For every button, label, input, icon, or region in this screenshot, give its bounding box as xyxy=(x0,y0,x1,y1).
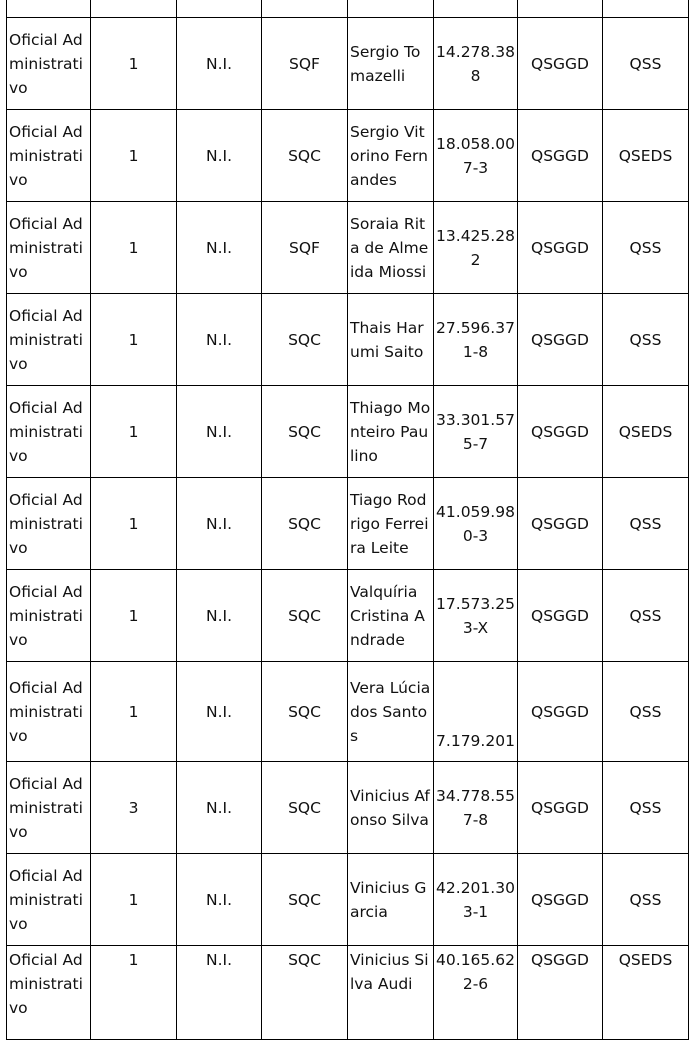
name-cell: Tiago Rodrigo Ferreira Leite xyxy=(348,478,434,570)
table-row xyxy=(7,202,689,294)
table-row xyxy=(7,0,689,18)
cargo-cell: Oficial Administrativo xyxy=(7,762,91,854)
table-row xyxy=(7,110,689,202)
cargo-cell: Oficial Administrativo xyxy=(7,110,91,202)
destination-cell: QSS xyxy=(603,570,689,662)
table-row xyxy=(7,18,689,110)
quadro-cell: SQC xyxy=(262,946,348,1040)
rg-cell: 27.596.371-8 xyxy=(434,294,518,386)
destination-cell: QSS xyxy=(603,202,689,294)
cargo-cell: Oficial Administrativo xyxy=(7,386,91,478)
quadro-cell: SQF xyxy=(262,18,348,110)
destination-cell: QSS xyxy=(603,478,689,570)
cargo-cell: Oficial Administrativo xyxy=(7,478,91,570)
origin-cell: QSGGD xyxy=(518,662,603,762)
rg-cell: 41.059.980-3 xyxy=(434,478,518,570)
destination-cell: QSEDS xyxy=(603,110,689,202)
rg-cell: 40.165.622-6 xyxy=(434,946,518,1040)
cargo-cell: Oficial Administrativo xyxy=(7,570,91,662)
personnel-table xyxy=(6,0,689,1040)
name-cell: Vinicius Silva Audi xyxy=(348,946,434,1040)
origin-cell: QSGGD xyxy=(518,478,603,570)
ni-cell: N.I. xyxy=(177,18,262,110)
name-cell: Thais Harumi Saito xyxy=(348,294,434,386)
ni-cell: N.I. xyxy=(177,386,262,478)
ni-cell: N.I. xyxy=(177,478,262,570)
table-row xyxy=(7,662,689,762)
quantity-cell: 1 xyxy=(91,854,177,946)
rg-cell: 42.201.303-1 xyxy=(434,854,518,946)
quadro-cell: SQC xyxy=(262,294,348,386)
quantity-cell: 1 xyxy=(91,18,177,110)
cargo-cell: Oficial Administrativo xyxy=(7,294,91,386)
table-row xyxy=(7,854,689,946)
quantity-cell: 1 xyxy=(91,386,177,478)
table-row xyxy=(7,294,689,386)
rg-cell: 17.573.253-X xyxy=(434,570,518,662)
quadro-cell: SQC xyxy=(262,854,348,946)
ni-cell xyxy=(177,0,262,18)
cargo-cell: Oficial Administrativo xyxy=(7,854,91,946)
ni-cell: N.I. xyxy=(177,946,262,1040)
rg-cell: 33.301.575-7 xyxy=(434,386,518,478)
rg-cell: 14.278.388 xyxy=(434,18,518,110)
cargo-cell xyxy=(7,0,91,18)
cargo-cell: Oficial Administrativo xyxy=(7,18,91,110)
name-cell: Thiago Monteiro Paulino xyxy=(348,386,434,478)
origin-cell xyxy=(518,0,603,18)
rg-cell: 7.179.201 xyxy=(434,662,518,762)
quantity-cell: 1 xyxy=(91,946,177,1040)
rg-cell: 18.058.007-3 xyxy=(434,110,518,202)
ni-cell: N.I. xyxy=(177,202,262,294)
ni-cell: N.I. xyxy=(177,570,262,662)
cargo-cell: Oficial Administrativo xyxy=(7,202,91,294)
origin-cell: QSGGD xyxy=(518,762,603,854)
origin-cell: QSGGD xyxy=(518,202,603,294)
destination-cell: QSEDS xyxy=(603,946,689,1040)
destination-cell: QSS xyxy=(603,18,689,110)
quadro-cell xyxy=(262,0,348,18)
name-cell: Sergio Tomazelli xyxy=(348,18,434,110)
quadro-cell: SQC xyxy=(262,386,348,478)
table-row xyxy=(7,386,689,478)
name-cell: Vinicius Garcia xyxy=(348,854,434,946)
quadro-cell: SQC xyxy=(262,570,348,662)
quadro-cell: SQC xyxy=(262,478,348,570)
origin-cell: QSGGD xyxy=(518,386,603,478)
ni-cell: N.I. xyxy=(177,854,262,946)
table-row xyxy=(7,570,689,662)
quantity-cell: 1 xyxy=(91,110,177,202)
name-cell: Valquíria Cristina Andrade xyxy=(348,570,434,662)
name-cell: Soraia Rita de Almeida Miossi xyxy=(348,202,434,294)
ni-cell: N.I. xyxy=(177,110,262,202)
destination-cell: QSS xyxy=(603,854,689,946)
destination-cell: QSEDS xyxy=(603,386,689,478)
destination-cell: QSS xyxy=(603,762,689,854)
quadro-cell: SQC xyxy=(262,662,348,762)
quadro-cell: SQC xyxy=(262,762,348,854)
quantity-cell: 1 xyxy=(91,294,177,386)
quantity-cell: 1 xyxy=(91,202,177,294)
destination-cell: QSS xyxy=(603,662,689,762)
quadro-cell: SQF xyxy=(262,202,348,294)
rg-cell: 34.778.557-8 xyxy=(434,762,518,854)
quadro-cell: SQC xyxy=(262,110,348,202)
quantity-cell: 3 xyxy=(91,762,177,854)
quantity-cell: 1 xyxy=(91,662,177,762)
quantity-cell: 1 xyxy=(91,570,177,662)
origin-cell: QSGGD xyxy=(518,854,603,946)
origin-cell: QSGGD xyxy=(518,570,603,662)
name-cell: Vinicius Afonso Silva xyxy=(348,762,434,854)
rg-cell xyxy=(434,0,518,18)
rg-cell: 13.425.282 xyxy=(434,202,518,294)
origin-cell: QSGGD xyxy=(518,18,603,110)
table-row xyxy=(7,946,689,1040)
table-row xyxy=(7,478,689,570)
name-cell: Vera Lúcia dos Santos xyxy=(348,662,434,762)
table-row xyxy=(7,762,689,854)
ni-cell: N.I. xyxy=(177,662,262,762)
ni-cell: N.I. xyxy=(177,762,262,854)
origin-cell: QSGGD xyxy=(518,294,603,386)
quantity-cell xyxy=(91,0,177,18)
cargo-cell: Oficial Administrativo xyxy=(7,946,91,1040)
name-cell: Sergio Vitorino Fernandes xyxy=(348,110,434,202)
origin-cell: QSGGD xyxy=(518,110,603,202)
origin-cell: QSGGD xyxy=(518,946,603,1040)
cargo-cell: Oficial Administrativo xyxy=(7,662,91,762)
ni-cell: N.I. xyxy=(177,294,262,386)
name-cell xyxy=(348,0,434,18)
destination-cell: QSS xyxy=(603,294,689,386)
destination-cell xyxy=(603,0,689,18)
quantity-cell: 1 xyxy=(91,478,177,570)
